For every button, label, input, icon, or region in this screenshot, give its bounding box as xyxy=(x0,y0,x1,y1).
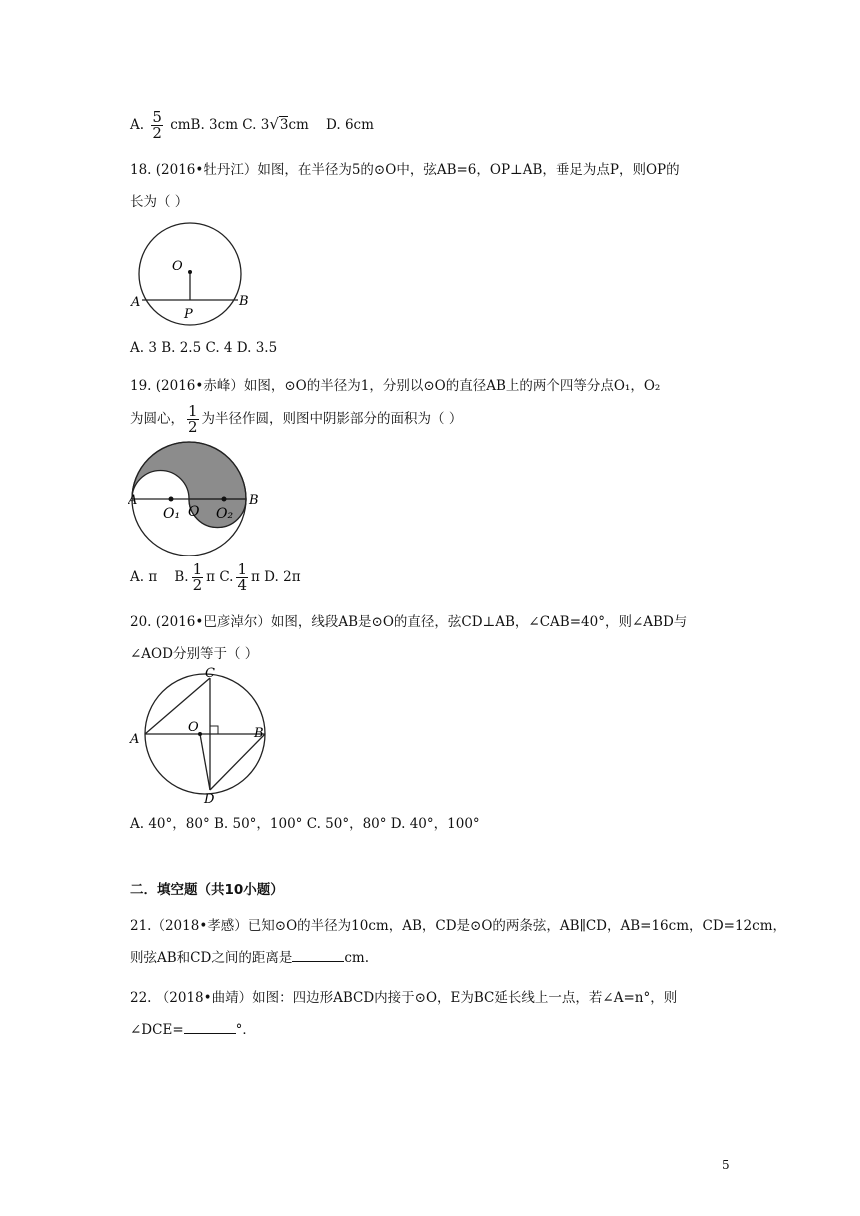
answer-blank[interactable] xyxy=(292,949,344,962)
q17-option-c-unit: cm xyxy=(288,117,309,133)
q19-stem-post: 为半径作圆，则图中阴影部分的面积为（ ） xyxy=(201,411,463,427)
point-o1 xyxy=(169,497,174,502)
label-o: O xyxy=(188,720,199,735)
q19-option-c-fraction xyxy=(236,562,248,593)
label-b: B xyxy=(254,726,264,741)
label-o: O xyxy=(188,504,200,520)
q19-stem-fraction xyxy=(187,404,199,435)
page-number: 5 xyxy=(722,1158,730,1172)
q17-option-a-label: A. xyxy=(130,117,145,133)
q20-options: A. 40°，80° B. 50°，100° C. 50°，80° D. 40°，100° xyxy=(130,816,480,832)
fraction-denominator: 2 xyxy=(188,418,198,436)
answer-blank[interactable] xyxy=(184,1021,236,1034)
label-o2: O₂ xyxy=(216,506,234,522)
label-d: D xyxy=(204,792,215,806)
q22-stem-post: °． xyxy=(235,1022,256,1038)
center-point-o xyxy=(188,270,192,274)
q18-options: A. 3 B. 2.5 C. 4 D. 3.5 xyxy=(130,340,278,356)
segment-bd xyxy=(210,734,265,790)
label-b: B xyxy=(249,493,259,508)
fraction-numerator: 1 xyxy=(188,402,198,420)
q21-stem-post: cm. xyxy=(344,950,369,966)
q21-stem-pre: 则弦AB和CD之间的距离是 xyxy=(130,950,293,966)
sqrt-icon: √ xyxy=(269,115,279,133)
label-a: A xyxy=(131,295,141,310)
label-a: A xyxy=(130,732,140,747)
q22-stem-line1: 22. （2018•曲靖）如图：四边形ABCD内接于⊙O，E为BC延长线上一点，若∠A=n°，则 xyxy=(130,990,678,1006)
q17-option-a-fraction xyxy=(151,110,163,141)
label-o: O xyxy=(172,259,183,274)
label-p: P xyxy=(184,307,193,322)
fraction-denominator: 2 xyxy=(152,124,162,142)
right-angle-icon xyxy=(210,726,218,734)
label-c: C xyxy=(205,666,215,681)
fraction-numerator: 1 xyxy=(237,560,248,578)
q17-option-d: D. 6cm xyxy=(326,117,374,133)
q22-stem-line2 xyxy=(130,1018,256,1038)
q19-option-a: A. π xyxy=(130,569,158,585)
fraction-numerator: 1 xyxy=(192,560,203,578)
label-b: B xyxy=(239,294,249,309)
q20-figure xyxy=(128,664,268,806)
q19-stem-line2 xyxy=(130,404,462,435)
q19-stem-line1: 19. (2016•赤峰）如图，⊙O的半径为1，分别以⊙O的直径AB上的两个四等分点O₁，O₂ xyxy=(130,378,661,394)
q17-option-c-root: 3 xyxy=(279,117,289,133)
segment-ac xyxy=(145,678,210,734)
q19-option-b-fraction xyxy=(192,562,204,593)
q20-stem-line1: 20. (2016•巴彦淖尔）如图，线段AB是⊙O的直径，弦CD⊥AB，∠CAB=40°，则∠ABD与 xyxy=(130,614,688,630)
label-a: A xyxy=(128,493,138,508)
q19-option-c-post: π D. 2π xyxy=(251,569,301,585)
q18-figure xyxy=(128,222,258,332)
q21-stem-line2 xyxy=(130,946,369,966)
q17-options xyxy=(130,110,374,141)
q21-stem-line1: 21.（2018•孝感）已知⊙O的半径为10cm，AB，CD是⊙O的两条弦，AB∥CD，AB=16cm，CD=12cm， xyxy=(130,918,786,934)
q19-figure xyxy=(128,440,268,556)
q18-stem-line1: 18. (2016•牡丹江）如图，在半径为5的⊙O中，弦AB=6，OP⊥AB，垂足为点P，则OP的 xyxy=(130,162,680,178)
segment-od xyxy=(200,734,210,790)
point-o2 xyxy=(222,497,227,502)
q19-option-b-post: π C. xyxy=(206,569,234,585)
label-o1: O₁ xyxy=(163,506,181,522)
q19-stem-pre: 为圆心， xyxy=(130,411,184,427)
fraction-denominator: 2 xyxy=(192,576,203,594)
q17-options-bc: cmB. 3cm C. 3 xyxy=(170,117,270,133)
q19-option-b-label: B. xyxy=(174,569,189,585)
fraction-numerator: 5 xyxy=(152,108,162,126)
q19-options xyxy=(130,562,301,593)
q18-stem-line2: 长为（ ） xyxy=(130,194,189,210)
q22-stem-pre: ∠DCE= xyxy=(130,1022,184,1038)
section-title: 二．填空题（共10小题） xyxy=(130,882,284,898)
fraction-denominator: 4 xyxy=(237,576,248,594)
q20-stem-line2: ∠AOD分别等于（ ） xyxy=(130,646,259,662)
